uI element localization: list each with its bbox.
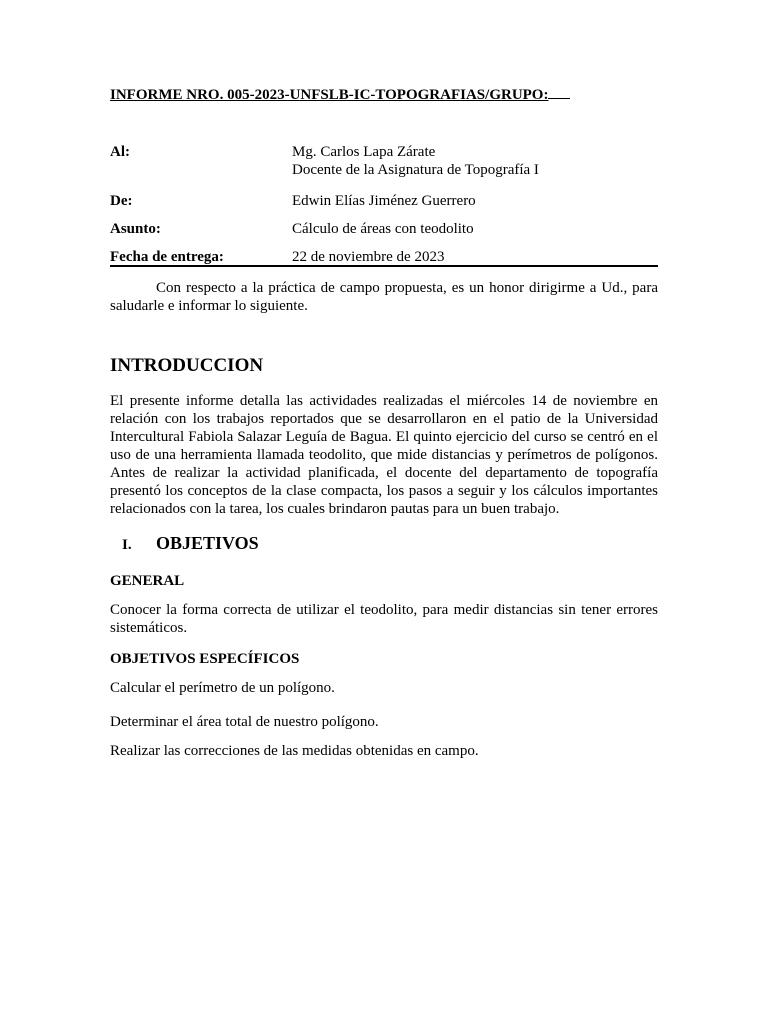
- specific-objectives-heading: OBJETIVOS ESPECÍFICOS: [110, 651, 300, 667]
- meta-from-label: De:: [110, 193, 133, 209]
- report-title-text: INFORME NRO. 005-2023-UNFSLB-IC-TOPOGRAFIAS/GRUPO:: [110, 87, 549, 103]
- specific-objective-item: Determinar el área total de nuestro polígono.: [110, 714, 379, 730]
- meta-date-value: 22 de noviembre de 2023: [292, 249, 445, 265]
- meta-subject-label: Asunto:: [110, 221, 161, 237]
- meta-date-label: Fecha de entrega:: [110, 249, 224, 265]
- meta-subject-value: Cálculo de áreas con teodolito: [292, 221, 474, 237]
- introduction-body: El presente informe detalla las actividades realizadas el miércoles 14 de noviembre en relación con los trabajos reportados que se desarrollaron en el patio de la Universidad Intercultural Fabiola Salazar Leguía de Bagua. El quinto ejercicio del curso se centró en el uso de una herramienta llamada teodolito, que mide distancias y perímetros de polígonos. Antes de realizar la actividad planificada, el docente del departamento de topografía presentó los conceptos de la clase compacta, los pasos a seguir y los cálculos importantes relacionados con la tarea, los cuales brindaron pautas para un buen trabajo.: [110, 393, 658, 517]
- meta-to-name: Mg. Carlos Lapa Zárate: [292, 144, 436, 160]
- specific-objective-item: Realizar las correcciones de las medidas obtenidas en campo.: [110, 743, 479, 759]
- opening-paragraph: Con respecto a la práctica de campo propuesta, es un honor dirigirme a Ud., para saludarle e informar lo siguiente.: [110, 280, 658, 314]
- meta-to-label: Al:: [110, 144, 130, 160]
- objectives-heading: [110, 532, 259, 556]
- header-divider: [110, 265, 658, 267]
- specific-objective-item: Calcular el perímetro de un polígono.: [110, 680, 335, 696]
- report-title: [110, 86, 570, 104]
- objectives-heading-text: OBJETIVOS: [156, 533, 259, 553]
- meta-to-role: Docente de la Asignatura de Topografía I: [292, 162, 539, 178]
- meta-from-name: Edwin Elías Jiménez Guerrero: [292, 193, 476, 209]
- introduction-heading: INTRODUCCION: [110, 355, 264, 376]
- general-objective-body: Conocer la forma correcta de utilizar el teodolito, para medir distancias sin tener errores sistemáticos.: [110, 602, 658, 636]
- objectives-number: I.: [122, 537, 132, 553]
- general-objective-heading: GENERAL: [110, 573, 185, 589]
- report-title-blank: [548, 86, 570, 99]
